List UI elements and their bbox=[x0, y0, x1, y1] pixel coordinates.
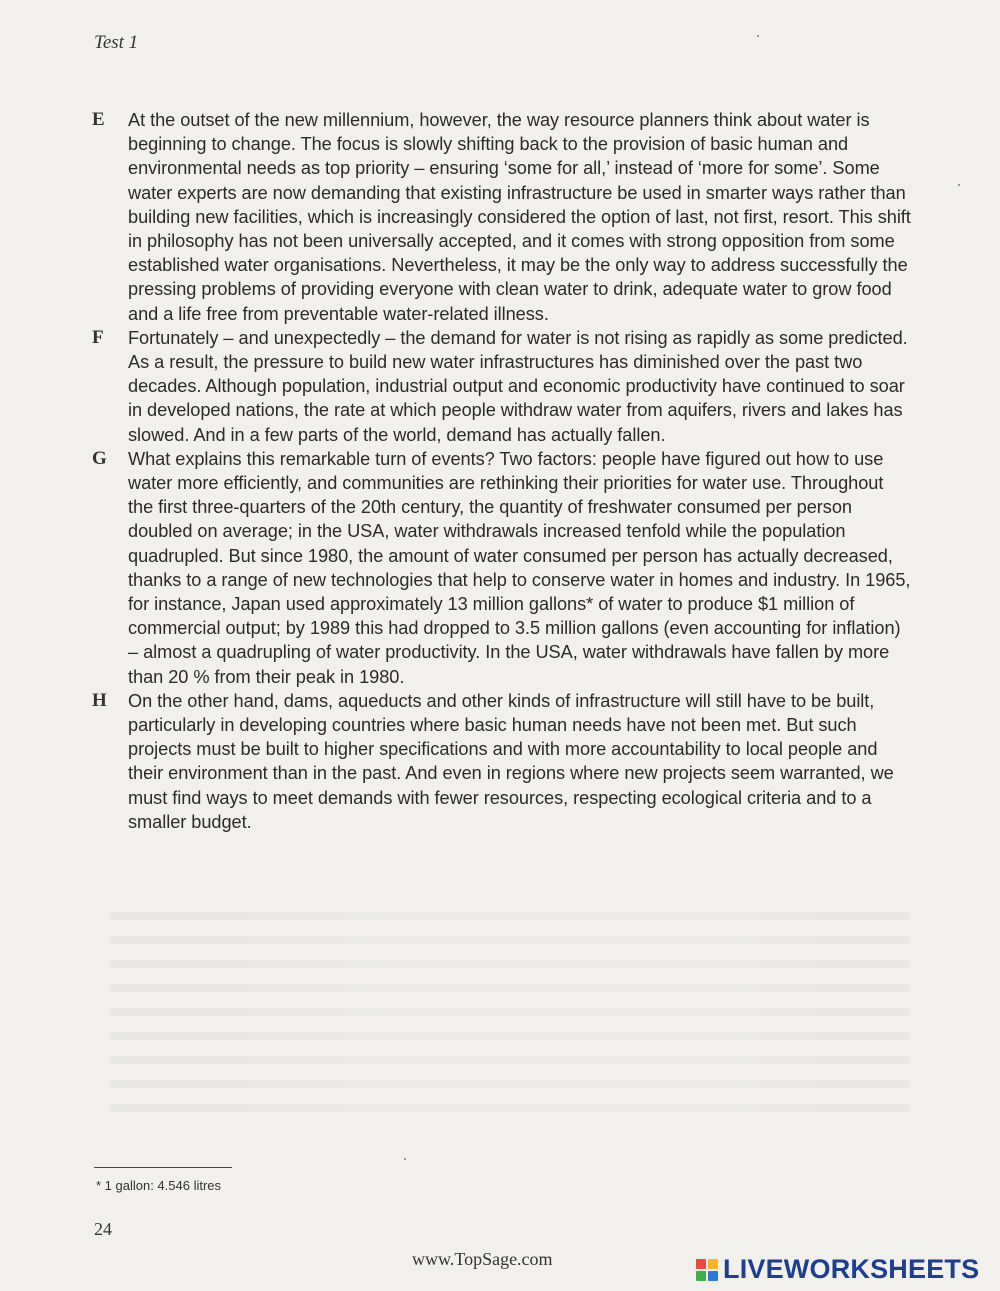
paragraph-f bbox=[92, 326, 912, 447]
paragraph-e bbox=[92, 108, 912, 326]
scan-speck bbox=[958, 184, 960, 186]
running-header: Test 1 bbox=[94, 32, 139, 53]
ghost-line bbox=[110, 1104, 910, 1112]
paragraph-letter: F bbox=[92, 326, 104, 348]
brand-name: LIVEWORKSHEETS bbox=[723, 1254, 980, 1284]
page-number: 24 bbox=[94, 1219, 112, 1239]
footnote: * 1 gallon: 4.546 litres bbox=[96, 1178, 222, 1193]
paragraph-text: On the other hand, dams, aqueducts and other kinds of infrastructure will still have to be built, particularly in developing countries where basic human needs have not been met. But such projects must be built to higher specifications and with more accountability to local people and their environment than in the past. And even in regions where new projects seem warranted, we must find ways to meet demands with fewer resources, respecting ecological criteria and to a smaller budget. bbox=[128, 690, 894, 832]
ghost-line bbox=[110, 936, 910, 944]
ghost-line bbox=[110, 984, 910, 992]
paragraph-letter: H bbox=[92, 689, 107, 711]
ghost-line bbox=[110, 960, 910, 968]
scan-speck bbox=[404, 1158, 406, 1160]
ghost-line bbox=[110, 912, 910, 920]
ghost-line bbox=[110, 1032, 910, 1040]
ghost-line bbox=[110, 1056, 910, 1064]
bleed-through-texture bbox=[110, 912, 910, 1128]
ghost-line bbox=[110, 1008, 910, 1016]
passage-body bbox=[92, 108, 912, 834]
logo-square-icon bbox=[696, 1259, 706, 1269]
footer-url: www.TopSage.com bbox=[412, 1249, 553, 1269]
paragraph-h bbox=[92, 689, 912, 834]
scan-speck bbox=[757, 35, 759, 37]
logo-square-icon bbox=[696, 1271, 706, 1281]
paragraph-g bbox=[92, 447, 912, 689]
liveworksheets-brand bbox=[696, 1254, 979, 1285]
paragraph-letter: G bbox=[92, 447, 107, 469]
footnote-divider bbox=[94, 1167, 232, 1168]
liveworksheets-logo-icon bbox=[696, 1259, 718, 1281]
paragraph-text: Fortunately – and unexpectedly – the demand for water is not rising as rapidly as some predicted. As a result, the pressure to build new water infrastructures has diminished over the past two decades. Although population, industrial output and economic productivity have continued to soar in developed nations, the rate at which people withdraw water from aquifers, rivers and lakes has slowed. And in a few parts of the world, demand has actually fallen. bbox=[128, 327, 908, 445]
logo-square-icon bbox=[708, 1271, 718, 1281]
paragraph-text: What explains this remarkable turn of events? Two factors: people have figured out how to use water more efficiently, and communities are rethinking their priorities for water use. Throughout the first three-quarters of the 20th century, the quantity of freshwater consumed per person doubled on average; in the USA, water withdrawals increased tenfold while the population quadrupled. But since 1980, the amount of water consumed per person has actually decreased, thanks to a range of new technologies that help to conserve water in homes and industry. In 1965, for instance, Japan used approximately 13 million gallons* of water to produce $1 million of commercial output; by 1989 this had dropped to 3.5 million gallons (even accounting for inflation) – almost a quadrupling of water productivity. In the USA, water withdrawals have fallen by more than 20 % from their peak in 1980. bbox=[128, 448, 911, 687]
logo-square-icon bbox=[708, 1259, 718, 1269]
ghost-line bbox=[110, 1080, 910, 1088]
paragraph-letter: E bbox=[92, 109, 105, 130]
paragraph-text: At the outset of the new millennium, however, the way resource planners think about water is beginning to change. The focus is slowly shifting back to the provision of basic human and environmental needs as top priority – ensuring ‘some for all,’ instead of ‘more for some’. Some water experts are now demanding that existing infrastructure be used in smarter ways rather than building new facilities, which is increasingly considered the option of last, not first, resort. This shift in philosophy has not been universally accepted, and it comes with strong opposition from some established water organisations. Nevertheless, it may be the only way to address successfully the pressing problems of providing everyone with clean water to drink, adequate water to grow food and a life free from preventable water-related illness. bbox=[128, 110, 911, 324]
